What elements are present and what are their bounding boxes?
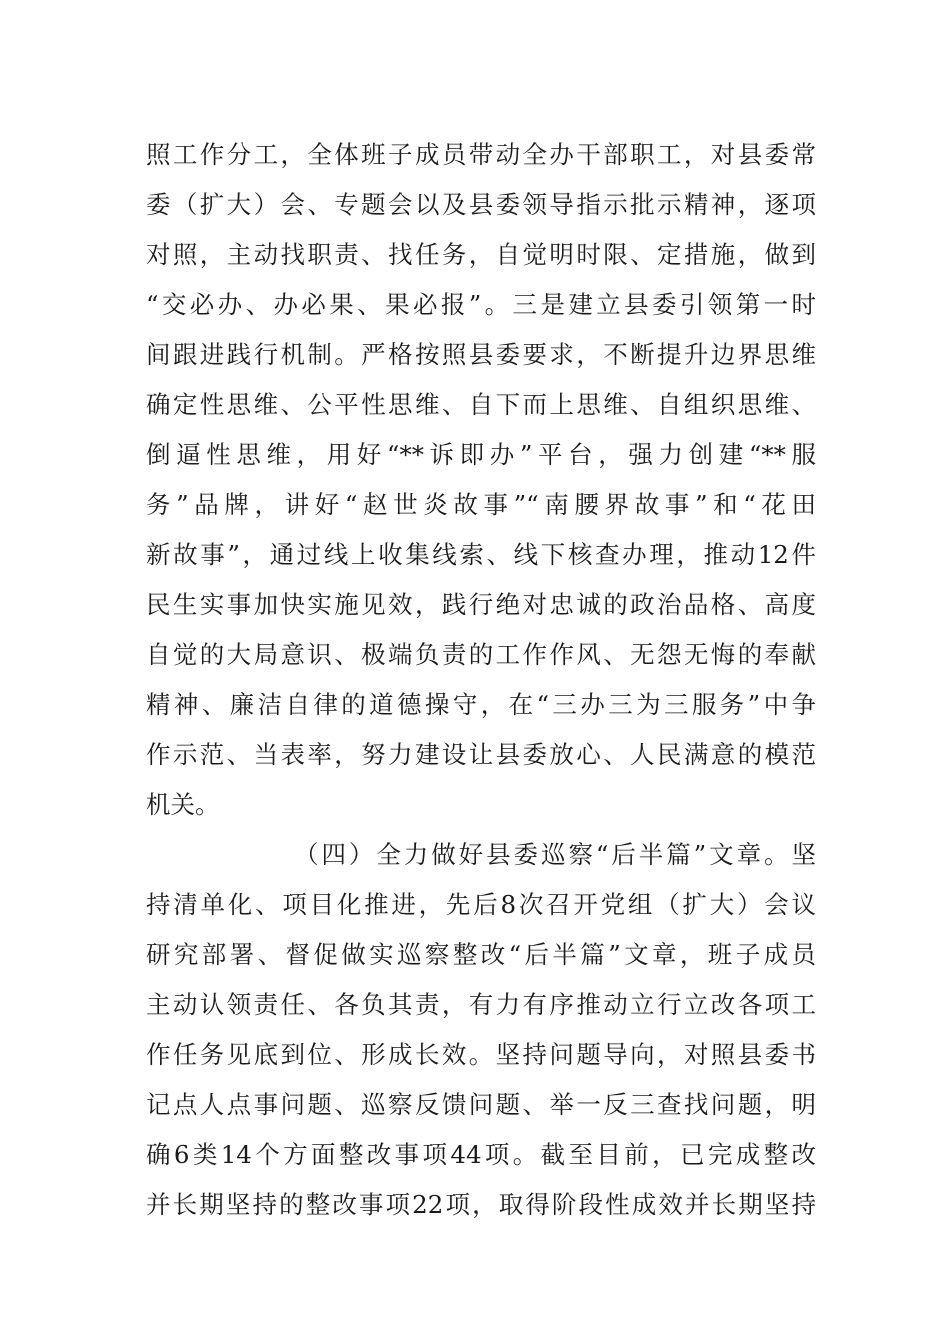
text-line: 作示范、当表率，努力建设让县委放心、人民满意的模范 bbox=[146, 740, 816, 769]
text-line: 记点人点事问题、巡察反馈问题、举一反三查找问题，明 bbox=[146, 1090, 816, 1119]
text-line: 新故事”，通过线上收集线索、线下核查办理，推动12件 bbox=[146, 540, 816, 569]
text-line: 民生实事加快实施见效，践行绝对忠诚的政治品格、高度 bbox=[146, 590, 816, 619]
text-line: 并长期坚持的整改事项22项，取得阶段性成效并长期坚持 bbox=[146, 1190, 816, 1219]
text-line: 研究部署、督促做实巡察整改“后半篇”文章，班子成员 bbox=[146, 940, 816, 969]
text-line: 照工作分工，全体班子成员带动全办干部职工，对县委常 bbox=[146, 140, 816, 169]
text-line: 自觉的大局意识、极端负责的工作作风、无怨无悔的奉献 bbox=[146, 640, 816, 669]
text-line: 对照，主动找职责、找任务，自觉明时限、定措施，做到 bbox=[146, 240, 816, 269]
text-line: 确定性思维、公平性思维、自下而上思维、自组织思维、 bbox=[146, 390, 816, 419]
text-line: “交必办、办必果、果必报”。三是建立县委引领第一时 bbox=[146, 290, 816, 319]
text-line: 委（扩大）会、专题会以及县委领导指示批示精神，逐项 bbox=[146, 190, 816, 219]
text-line: 确6类14个方面整改事项44项。截至目前，已完成整改 bbox=[146, 1140, 816, 1169]
text-line: 倒逼性思维，用好“**诉即办”平台，强力创建“**服 bbox=[146, 440, 816, 469]
text-line: 间跟进践行机制。严格按照县委要求，不断提升边界思维 bbox=[146, 340, 816, 369]
text-line: 精神、廉洁自律的道德操守，在“三办三为三服务”中争 bbox=[146, 690, 816, 719]
text-line: 作任务见底到位、形成长效。坚持问题导向，对照县委书 bbox=[146, 1040, 816, 1069]
section-heading-line: （四）全力做好县委巡察“后半篇”文章。坚 bbox=[294, 840, 816, 869]
text-line: 务”品牌，讲好“赵世炎故事”“南腰界故事”和“花田 bbox=[146, 490, 816, 519]
paragraph-end-line: 机关。 bbox=[146, 790, 220, 819]
text-line: 主动认领责任、各负其责，有力有序推动立行立改各项工 bbox=[146, 990, 816, 1019]
text-line: 持清单化、项目化推进，先后8次召开党组（扩大）会议 bbox=[146, 890, 816, 919]
